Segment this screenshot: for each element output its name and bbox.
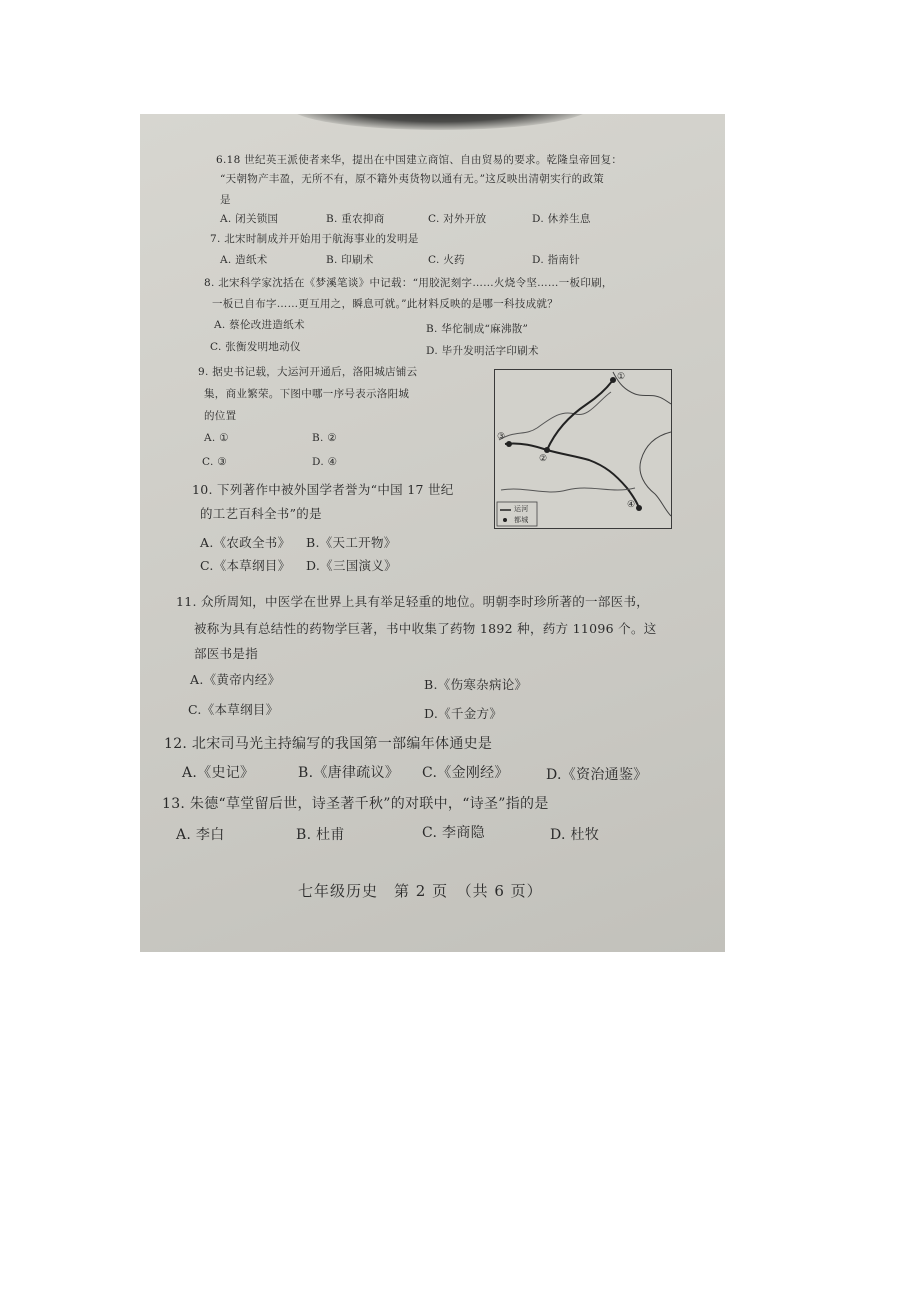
q7-option-b: B. 印刷术 — [326, 254, 374, 266]
q12-option-a: A.《史记》 — [182, 765, 255, 781]
q11-stem-1: 11. 众所周知，中医学在世界上具有举足轻重的地位。明朝李时珍所著的一部医书， — [176, 594, 650, 609]
q10-option-d: D.《三国演义》 — [306, 558, 397, 573]
q11-option-a: A.《黄帝内经》 — [190, 672, 281, 687]
map-label-3: ③ — [497, 432, 506, 442]
q13-option-a: A. 李白 — [176, 827, 225, 843]
q6-option-d: D. 休养生息 — [532, 213, 591, 225]
q9-option-a: A. ① — [204, 432, 229, 444]
map-city-marker — [610, 377, 616, 383]
exam-page — [140, 114, 725, 952]
q7-option-a: A. 造纸术 — [220, 254, 268, 266]
q9-stem-2: 集，商业繁荣。下图中哪一序号表示洛阳城 — [204, 388, 410, 400]
q9-option-d: D. ④ — [312, 456, 338, 468]
q13-option-c: C. 李商隐 — [422, 825, 485, 841]
q8-stem-2: 一板已自布字……更互用之，瞬息可就。”此材料反映的是哪一科技成就？ — [212, 298, 559, 310]
q6-stem-1: 6.18 世纪英王派使者来华，提出在中国建立商馆、自由贸易的要求。乾隆皇帝回复： — [216, 154, 623, 166]
q6-stem-2: “天朝物产丰盈，无所不有，原不籍外夷货物以通有无。”这反映出清朝实行的政策 — [220, 173, 605, 185]
q10-option-c: C.《本草纲目》 — [200, 558, 291, 573]
q13-option-b: B. 杜甫 — [296, 827, 345, 843]
q10-stem-2: 的工艺百科全书”的是 — [200, 506, 322, 521]
q12-option-c: C.《金刚经》 — [422, 765, 509, 781]
q11-option-c: C.《本草纲目》 — [188, 702, 279, 717]
q13-option-d: D. 杜牧 — [550, 827, 600, 843]
map-city-marker — [544, 447, 550, 453]
q8-option-d: D. 毕升发明活字印刷术 — [426, 345, 539, 357]
map-legend-capital: 都城 — [514, 516, 529, 524]
map-label-2: ② — [539, 454, 548, 464]
q10-option-a: A.《农政全书》 — [200, 535, 291, 550]
q12-option-b: B.《唐律疏议》 — [298, 765, 400, 781]
map-label-4: ④ — [627, 500, 636, 510]
q9-option-c: C. ③ — [202, 456, 227, 468]
q11-stem-2: 被称为具有总结性的药物学巨著，书中收集了药物 1892 种，药方 11096 个。这 — [194, 621, 657, 636]
q11-option-b: B.《伤寒杂病论》 — [424, 677, 528, 692]
exam-page-photo — [140, 114, 725, 952]
q7-option-c: C. 火药 — [428, 254, 465, 266]
q7-option-d: D. 指南针 — [532, 254, 581, 266]
map-city-marker — [506, 441, 512, 447]
q6-option-b: B. 重农抑商 — [326, 213, 385, 225]
q11-stem-3: 部医书是指 — [194, 646, 259, 661]
page-footer: 七年级历史 第 2 页 （共 6 页） — [298, 882, 543, 900]
q6-option-a: A. 闭关锁国 — [220, 213, 279, 225]
q9-stem-1: 9. 据史书记载，大运河开通后，洛阳城店铺云 — [198, 366, 418, 378]
q6-stem-3: 是 — [220, 194, 231, 206]
q9-stem-3: 的位置 — [204, 410, 237, 422]
q6-option-c: C. 对外开放 — [428, 213, 487, 225]
q12-stem: 12. 北宋司马光主持编写的我国第一部编年体通史是 — [164, 736, 493, 752]
q8-stem-1: 8. 北宋科学家沈括在《梦溪笔谈》中记载：“用胶泥刻字……火烧令坚……一板印刷， — [204, 277, 613, 289]
grand-canal-map — [494, 369, 672, 529]
q8-option-b: B. 华佗制成“麻沸散” — [426, 323, 529, 335]
q9-option-b: B. ② — [312, 432, 338, 444]
map-city-marker — [636, 505, 642, 511]
q8-option-c: C. 张衡发明地动仪 — [210, 341, 301, 353]
q12-option-d: D.《资治通鉴》 — [546, 767, 648, 783]
q11-option-d: D.《千金方》 — [424, 706, 503, 721]
map-legend-canal: 运河 — [514, 505, 529, 513]
q10-stem-1: 10. 下列著作中被外国学者誉为“中国 17 世纪 — [192, 482, 454, 497]
q8-option-a: A. 蔡伦改进造纸术 — [214, 319, 305, 331]
q13-stem: 13. 朱德“草堂留后世，诗圣著千秋”的对联中，“诗圣”指的是 — [162, 796, 549, 812]
q10-option-b: B.《天工开物》 — [306, 535, 397, 550]
map-label-1: ① — [617, 372, 626, 382]
q7-stem: 7. 北宋时制成并开始用于航海事业的发明是 — [210, 233, 419, 245]
